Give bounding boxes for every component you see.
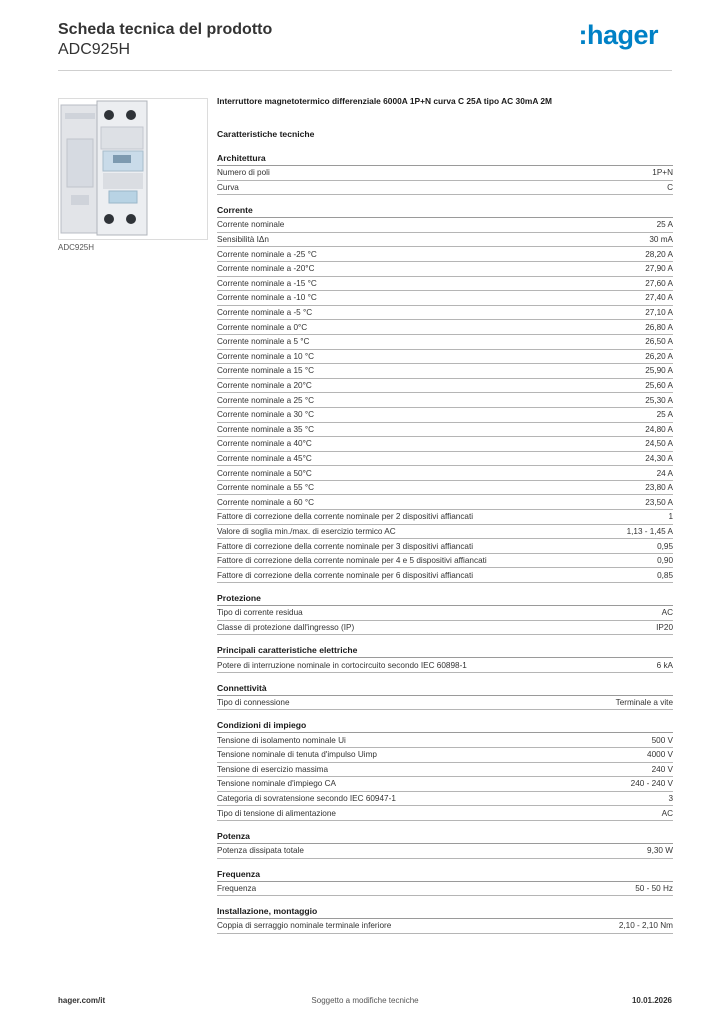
spec-value: 27,10 A xyxy=(645,308,673,318)
spec-value: Terminale a vite xyxy=(615,698,673,708)
product-image xyxy=(58,98,208,240)
spec-label: Corrente nominale a 20°C xyxy=(217,381,312,391)
spec-label: Corrente nominale a 0°C xyxy=(217,322,308,332)
spec-value: 26,50 A xyxy=(645,337,673,347)
spec-row xyxy=(217,539,673,554)
spec-section xyxy=(217,592,673,635)
spec-row xyxy=(217,437,673,452)
spec-label: Corrente nominale a 5 °C xyxy=(217,337,310,347)
spec-row xyxy=(217,806,673,821)
section-title: Corrente xyxy=(217,204,673,218)
spec-section xyxy=(217,719,673,821)
spec-value: 27,40 A xyxy=(645,293,673,303)
section-title: Potenza xyxy=(217,830,673,844)
spec-value: 1P+N xyxy=(652,168,673,178)
section-title: Frequenza xyxy=(217,868,673,882)
spec-row xyxy=(217,510,673,525)
spec-value: 27,90 A xyxy=(645,264,673,274)
spec-row xyxy=(217,568,673,583)
spec-label: Tensione di isolamento nominale Ui xyxy=(217,735,346,745)
spec-value: 24,80 A xyxy=(645,424,673,434)
spec-value: 30 mA xyxy=(649,235,673,245)
spec-row xyxy=(217,481,673,496)
section-title: Condizioni di impiego xyxy=(217,719,673,733)
spec-label: Corrente nominale a 50°C xyxy=(217,468,312,478)
spec-value: 23,80 A xyxy=(645,483,673,493)
spec-row xyxy=(217,554,673,569)
spec-label: Corrente nominale a 25 °C xyxy=(217,395,315,405)
spec-value: 26,80 A xyxy=(645,322,673,332)
spec-value: 0,90 xyxy=(657,556,673,566)
spec-row xyxy=(217,364,673,379)
spec-section xyxy=(217,644,673,673)
spec-value: 0,85 xyxy=(657,570,673,580)
spec-label: Coppia di serraggio nominale terminale inferiore xyxy=(217,921,392,931)
spec-row xyxy=(217,277,673,292)
spec-label: Tipo di corrente residua xyxy=(217,608,303,618)
section-title: Architettura xyxy=(217,152,673,166)
spec-label: Tipo di connessione xyxy=(217,698,290,708)
spec-label: Corrente nominale a 10 °C xyxy=(217,351,315,361)
spec-row xyxy=(217,658,673,673)
spec-label: Sensibilità IΔn xyxy=(217,235,269,245)
spec-label: Frequenza xyxy=(217,883,257,893)
spec-row xyxy=(217,291,673,306)
spec-row xyxy=(217,262,673,277)
spec-label: Corrente nominale a 60 °C xyxy=(217,497,315,507)
spec-value: 23,50 A xyxy=(645,497,673,507)
spec-row xyxy=(217,335,673,350)
spec-label: Fattore di correzione della corrente nominale per 6 dispositivi affiancati xyxy=(217,570,474,580)
spec-label: Corrente nominale a 55 °C xyxy=(217,483,315,493)
spec-label: Tensione nominale d'impiego CA xyxy=(217,779,336,789)
spec-row xyxy=(217,306,673,321)
spec-label: Valore di soglia min./max. di esercizio termico AC xyxy=(217,526,396,536)
spec-section xyxy=(217,204,673,583)
spec-row xyxy=(217,166,673,181)
spec-row xyxy=(217,748,673,763)
section-title: Connettività xyxy=(217,682,673,696)
spec-value: 24,50 A xyxy=(645,439,673,449)
spec-label: Classe di protezione dall'ingresso (IP) xyxy=(217,622,355,632)
spec-value: 24 A xyxy=(656,468,673,478)
spec-row xyxy=(217,408,673,423)
spec-row xyxy=(217,882,673,897)
spec-section xyxy=(217,868,673,897)
spec-value: 28,20 A xyxy=(645,249,673,259)
spec-section xyxy=(217,830,673,859)
spec-label: Potenza dissipata totale xyxy=(217,846,304,856)
spec-row xyxy=(217,621,673,636)
spec-row xyxy=(217,466,673,481)
page-header xyxy=(58,20,674,70)
footer-note: Soggetto a modifiche tecniche xyxy=(311,996,419,1005)
spec-sections xyxy=(217,152,673,934)
spec-section xyxy=(217,905,673,934)
spec-value: 25 A xyxy=(656,220,673,230)
circuit-breaker-illustration xyxy=(59,99,207,239)
technical-characteristics-heading: Caratteristiche tecniche xyxy=(217,129,315,139)
spec-label: Fattore di correzione della corrente nominale per 2 dispositivi affiancati xyxy=(217,512,474,522)
spec-row xyxy=(217,606,673,621)
spec-label: Curva xyxy=(217,182,239,192)
spec-row xyxy=(217,247,673,262)
spec-row xyxy=(217,733,673,748)
spec-row xyxy=(217,495,673,510)
spec-row xyxy=(217,792,673,807)
product-description: Interruttore magnetotermico differenziale 6000A 1P+N curva C 25A tipo AC 30mA 2M xyxy=(217,96,553,106)
spec-label: Corrente nominale a -10 °C xyxy=(217,293,317,303)
spec-value: 50 - 50 Hz xyxy=(635,883,673,893)
spec-row xyxy=(217,218,673,233)
spec-label: Corrente nominale a 40°C xyxy=(217,439,312,449)
spec-value: AC xyxy=(661,608,673,618)
spec-label: Corrente nominale a -15 °C xyxy=(217,278,317,288)
spec-row xyxy=(217,350,673,365)
section-title: Installazione, montaggio xyxy=(217,905,673,919)
footer-date: 10.01.2026 xyxy=(631,996,672,1005)
hager-logo: :hager xyxy=(578,20,658,50)
spec-label: Corrente nominale a 45°C xyxy=(217,453,312,463)
spec-label: Numero di poli xyxy=(217,168,270,178)
spec-label: Tensione di esercizio massima xyxy=(217,764,329,774)
spec-section xyxy=(217,682,673,711)
spec-label: Corrente nominale a -20°C xyxy=(217,264,315,274)
spec-value: 240 V xyxy=(651,764,673,774)
spec-value: 25,90 A xyxy=(645,366,673,376)
section-title: Principali caratteristiche elettriche xyxy=(217,644,673,658)
spec-row xyxy=(217,696,673,711)
spec-row xyxy=(217,525,673,540)
spec-row xyxy=(217,919,673,934)
spec-value: 6 kA xyxy=(656,660,673,670)
spec-label: Corrente nominale a 35 °C xyxy=(217,424,315,434)
footer-website: hager.com/it xyxy=(58,996,106,1005)
product-code: ADC925H xyxy=(58,41,131,58)
header-divider xyxy=(58,70,672,71)
spec-value: 240 - 240 V xyxy=(630,779,673,789)
spec-label: Tipo di tensione di alimentazione xyxy=(217,808,336,818)
spec-label: Corrente nominale a 30 °C xyxy=(217,410,315,420)
spec-row xyxy=(217,423,673,438)
spec-label: Potere di interruzione nominale in cortocircuito secondo IEC 60898-1 xyxy=(217,660,467,670)
spec-row xyxy=(217,233,673,248)
section-title: Protezione xyxy=(217,592,673,606)
spec-value: 3 xyxy=(668,794,673,804)
spec-label: Tensione nominale di tenuta d'impulso Uimp xyxy=(217,750,377,760)
spec-row xyxy=(217,777,673,792)
spec-value: 1 xyxy=(668,512,673,522)
spec-row xyxy=(217,181,673,196)
spec-row xyxy=(217,379,673,394)
spec-value: 25,30 A xyxy=(645,395,673,405)
spec-value: 2,10 - 2,10 Nm xyxy=(618,921,673,931)
spec-content xyxy=(217,95,673,943)
spec-label: Fattore di correzione della corrente nominale per 4 e 5 dispositivi affiancati xyxy=(217,556,487,566)
spec-value: 4000 V xyxy=(647,750,673,760)
spec-label: Corrente nominale a -25 °C xyxy=(217,249,317,259)
spec-value: 24,30 A xyxy=(645,453,673,463)
image-caption: ADC925H xyxy=(58,243,95,252)
spec-value: C xyxy=(667,182,673,192)
spec-value: 26,20 A xyxy=(645,351,673,361)
spec-row xyxy=(217,763,673,778)
spec-row xyxy=(217,320,673,335)
spec-label: Corrente nominale xyxy=(217,220,285,230)
spec-label: Corrente nominale a -5 °C xyxy=(217,308,313,318)
spec-value: IP20 xyxy=(656,622,673,632)
page-title: Scheda tecnica del prodotto xyxy=(58,21,273,38)
spec-value: 9,30 W xyxy=(647,846,673,856)
spec-value: 0,95 xyxy=(657,541,673,551)
spec-value: 27,60 A xyxy=(645,278,673,288)
spec-value: 1,13 - 1,45 A xyxy=(626,526,673,536)
spec-row xyxy=(217,393,673,408)
spec-label: Fattore di correzione della corrente nominale per 3 dispositivi affiancati xyxy=(217,541,474,551)
spec-label: Categoria di sovratensione secondo IEC 60947-1 xyxy=(217,794,396,804)
spec-row xyxy=(217,844,673,859)
spec-value: 25 A xyxy=(656,410,673,420)
spec-value: AC xyxy=(661,808,673,818)
spec-value: 500 V xyxy=(651,735,673,745)
spec-row xyxy=(217,452,673,467)
spec-label: Corrente nominale a 15 °C xyxy=(217,366,315,376)
spec-value: 25,60 A xyxy=(645,381,673,391)
spec-section xyxy=(217,152,673,195)
